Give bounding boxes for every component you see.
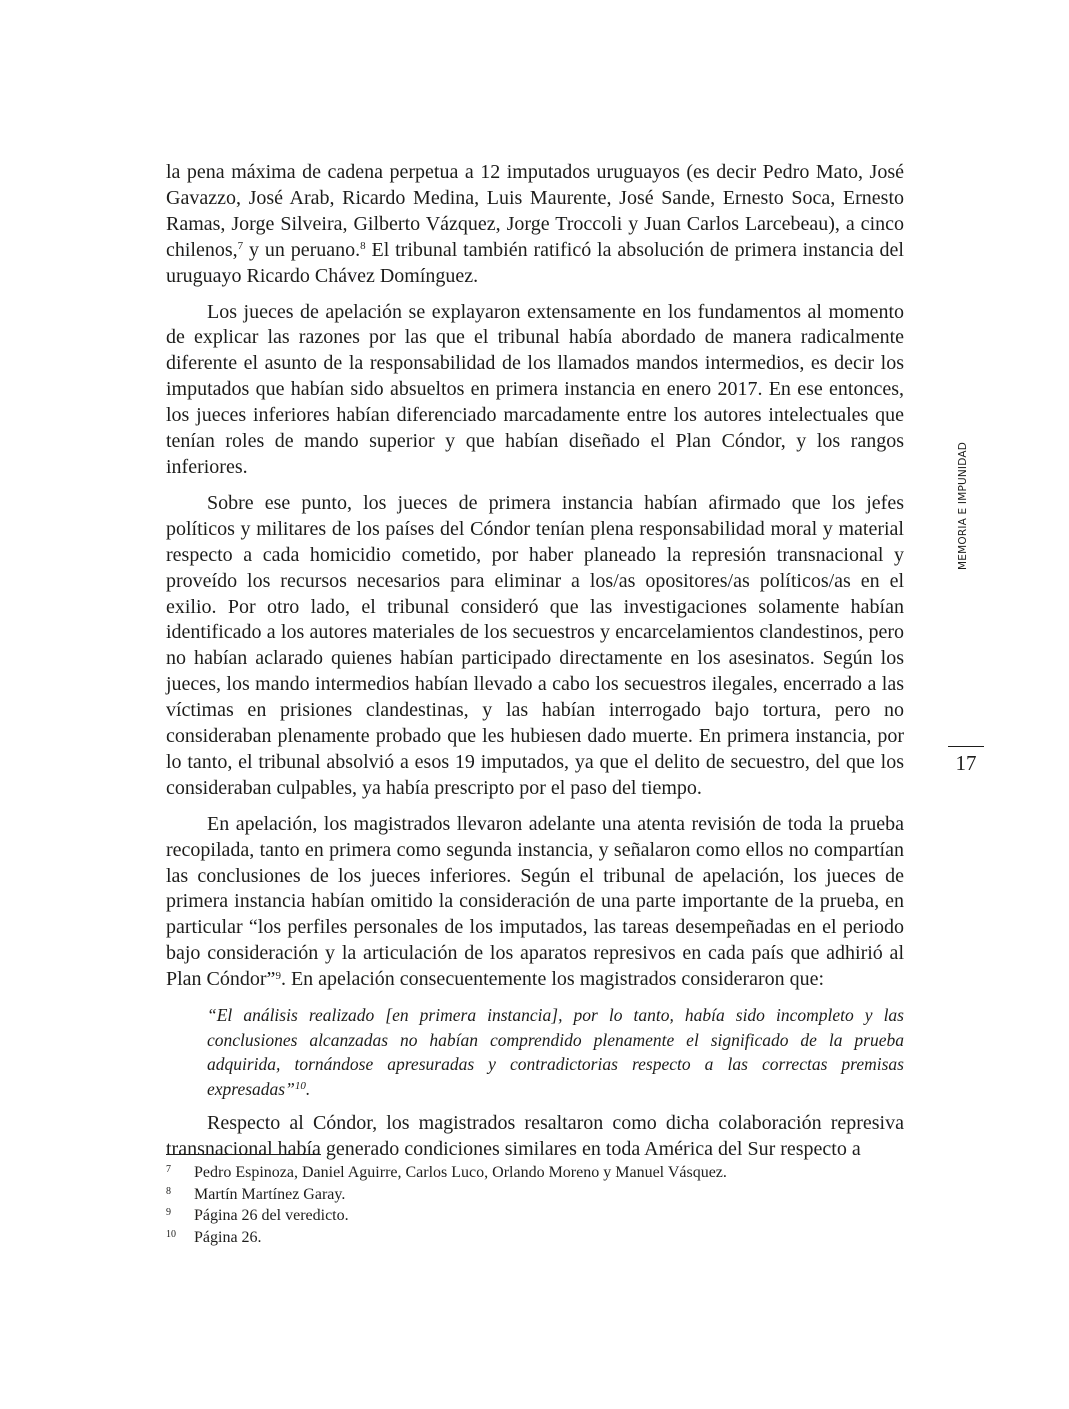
footnote-8 (166, 1184, 904, 1206)
footnote-text: Martín Martínez Garay. (194, 1185, 346, 1203)
main-text (166, 160, 904, 1173)
page-number: 17 (955, 751, 977, 775)
block-quote (207, 1003, 904, 1101)
paragraph-1-part-a: la pena máxima de cadena perpetua a 12 imputados uruguayos (es decir Pedro Mato, José Gavazzo, José Arab, Ricardo Medina, Luis Maurente, José Sande, Ernesto Soca, Ernesto Ramas, Jorge Silveira, Gilberto Vázquez, Jorge Troccoli y Juan Carlos Larcebeau), a cinco chilenos, (166, 161, 904, 261)
paragraph-2: Los jueces de apelación se explayaron extensamente en los fundamentos al momento de explicar las razones por las que el tribunal había abordado de manera radicalmente diferente el asunto de la responsabilidad de los llamados mandos intermedios, es decir los imputados que habían sido absueltos en primera instancia en enero 2017. En ese entonces, los jueces inferiores habían diferenciado marcadamente entre los autores intelectuales que tenían roles de mando superior y que habían diseñado el Plan Cóndor, y los rangos inferiores. (166, 300, 904, 478)
footnote-number: 8 (166, 1185, 171, 1197)
footnote-text: Página 26. (194, 1228, 262, 1246)
paragraph-4 (166, 812, 904, 993)
footnote-10 (166, 1227, 904, 1249)
footnote-separator (166, 1154, 321, 1155)
footnote-text: Página 26 del veredicto. (194, 1207, 349, 1224)
paragraph-4-part-b: . En apelación consecuentemente los magistrados consideraron que: (280, 968, 825, 991)
paragraph-4-part-a: En apelación, los magistrados llevaron adelante una atenta revisión de toda la prueba recopilada, tanto en primera como segunda instancia, y señalaron como ellos no compartían las conclusiones de los jueces inferiores. Según el tribunal de apelación, los jueces de primera instancia habían omitido la consideración de una parte importante de la prueba, en particular “los perfiles personales de los imputados, las tareas desempeñadas en el periodo bajo consideración y la articulación de los aparatos represivos en cada país que adhirió al Plan Cóndor” (166, 812, 904, 991)
footnote-text: Pedro Espinoza, Daniel Aguirre, Carlos Luco, Orlando Moreno y Manuel Vásquez. (194, 1164, 727, 1181)
page-number-rule (948, 746, 984, 747)
footnotes (166, 1162, 904, 1248)
footnote-number: 9 (166, 1207, 171, 1218)
paragraph-5: Respecto al Cóndor, los magistrados resaltaron como dicha colaboración represiva transnacional había generado condiciones similares en toda América del Sur respecto a (166, 1112, 904, 1160)
footnote-number: 10 (166, 1228, 176, 1240)
footnote-number: 7 (166, 1164, 171, 1175)
footnote-ref-8[interactable]: 8 (360, 240, 366, 253)
footnote-7 (166, 1162, 904, 1184)
footnote-9 (166, 1205, 904, 1227)
footnote-ref-7[interactable]: 7 (237, 240, 244, 253)
footnote-ref-10[interactable]: 10 (294, 1079, 306, 1092)
running-head: MEMORIA E IMPUNIDAD (957, 442, 969, 570)
paragraph-1-part-b: y un peruano. (243, 238, 361, 261)
footnote-ref-9[interactable]: 9 (275, 969, 281, 982)
paragraph-1-part-c: El tribunal también ratificó la absolución de primera instancia del uruguayo Ricardo Chávez Domínguez. (166, 238, 904, 287)
block-quote-text: “El análisis realizado [en primera instancia], por lo tanto, había sido incompleto y las conclusiones alcanzadas no habían comprendido plenamente el significado de la prueba adquirida, tornándose apresuradas y contradictorias respecto a las correctas premisas expresadas” (207, 1005, 904, 1099)
block-quote-end: . (305, 1078, 311, 1099)
paragraph-3: Sobre ese punto, los jueces de primera instancia habían afirmado que los jefes políticos y militares de los países del Cóndor tenían plena responsabilidad moral y material respecto a cada homicidio cometido, por haber planeado la represión transnacional y proveído los recursos necesarios para eliminar a los/as opositores/as políticos/as en el exilio. Por otro lado, el tribunal consideró que las investigaciones solamente habían identificado a los autores materiales de los secuestros y encarcelamientos clandestinos, pero no habían aclarado quienes habían participado directamente en los asesinatos. Según los jueces, los mando intermedios habían llevado a cabo los secuestros ilegales, encerrado a las víctimas en prisiones clandestinas, y las habían interrogado bajo tortura, pero no consideraban plenamente probado que les hubiesen dado muerte. En primera instancia, por lo tanto, el tribunal absolvió a esos 19 imputados, ya que el delito de secuestro, del que los consideraban culpables, ya había prescripto por el paso del tiempo. (166, 491, 904, 799)
paragraph-1 (166, 160, 904, 290)
